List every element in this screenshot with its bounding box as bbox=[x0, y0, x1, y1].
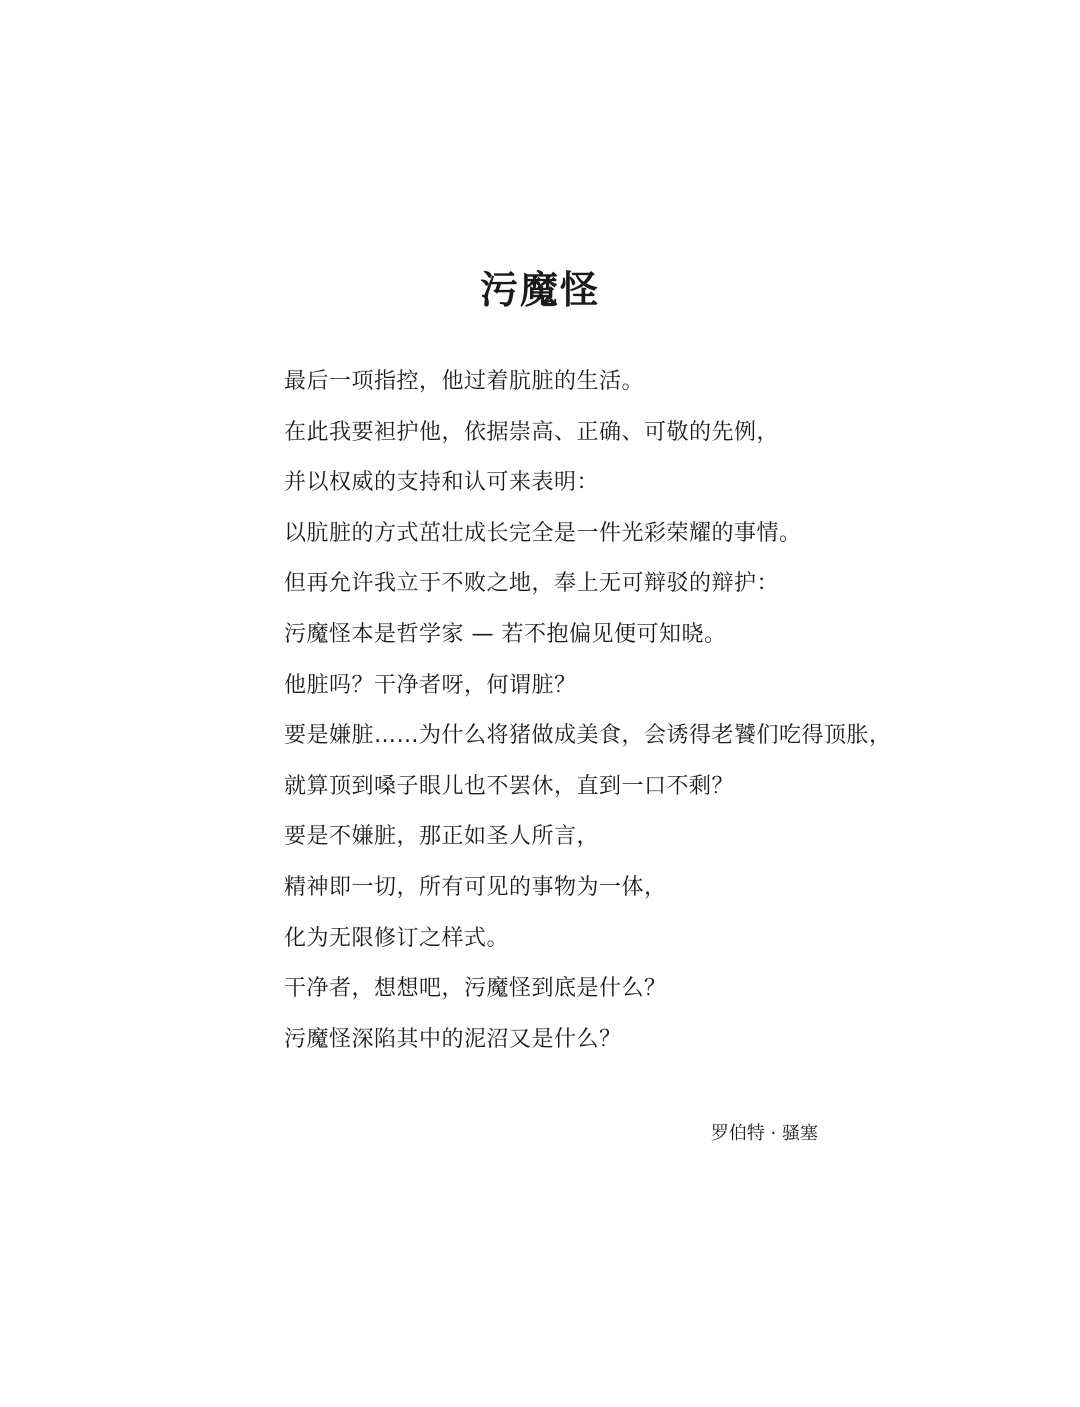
poem-line: 污魔怪深陷其中的泥沼又是什么？ bbox=[284, 1026, 622, 1052]
poem-line: 最后一项指控，他过着肮脏的生活。 bbox=[284, 369, 645, 394]
poem-line: 要是嫌脏……为什么将猪做成美食，会诱得老饕们吃得顶胀， bbox=[284, 723, 892, 749]
poem-line: 就算顶到嗓子眼儿也不罢休，直到一口不剩？ bbox=[284, 773, 735, 799]
poem-line: 干净者，想想吧，污魔怪到底是什么？ bbox=[284, 976, 667, 1002]
poem-line: 化为无限修订之样式。 bbox=[284, 925, 510, 951]
poem-author: 罗伯特 · 骚塞 bbox=[710, 1123, 818, 1144]
poem-body bbox=[284, 364, 892, 1072]
poem-line: 但再允许我立于不败之地，奉上无可辩驳的辩护： bbox=[284, 571, 780, 597]
poem-line: 以肮脏的方式茁壮成长完全是一件光彩荣耀的事情。 bbox=[284, 520, 802, 546]
poem-line: 他脏吗？干净者呀，何谓脏？ bbox=[284, 672, 577, 698]
poem-line: 精神即一切，所有可见的事物为一体， bbox=[284, 874, 667, 900]
poem-line: 要是不嫌脏，那正如圣人所言， bbox=[284, 824, 600, 850]
poem-title: 污魔怪 bbox=[479, 268, 600, 312]
poem-line: 并以权威的支持和认可来表明： bbox=[284, 470, 600, 496]
poem-line: 在此我要袒护他，依据崇高、正确、可敬的先例， bbox=[284, 419, 780, 445]
poem-line: 污魔怪本是哲学家 — 若不抱偏见便可知晓。 bbox=[284, 621, 727, 647]
